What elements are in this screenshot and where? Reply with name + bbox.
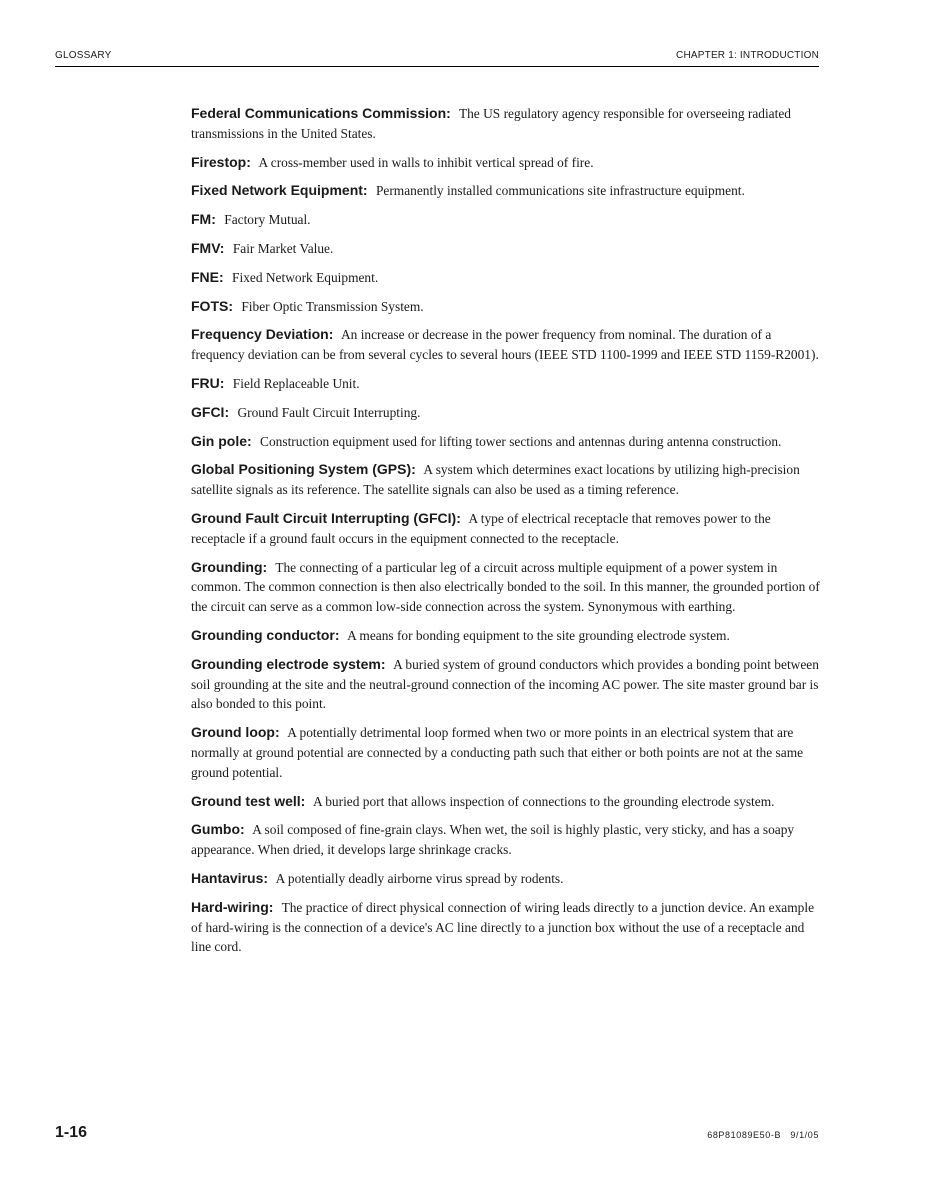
glossary-entry: [191, 509, 821, 549]
glossary-term: FNE:: [191, 268, 224, 285]
glossary-definition: The connecting of a particular leg of a circuit across multiple equipment of a power system in common. The common connection is then also electrically bonded to the soil. In this manner, the grounded portion of the circuit can serve as a common low-side connection across the system. Synonymous with earthing.: [191, 559, 820, 615]
glossary-entry: [191, 268, 821, 288]
glossary-term: Firestop:: [191, 153, 251, 170]
glossary-term: Hantavirus:: [191, 869, 269, 886]
glossary-entry: [191, 153, 821, 173]
glossary-term: Grounding conductor:: [191, 626, 340, 643]
glossary-definition: Fiber Optic Transmission System.: [241, 298, 424, 314]
glossary-entry: [191, 626, 821, 646]
glossary-term: Ground Fault Circuit Interrupting (GFCI):: [191, 509, 461, 526]
glossary-term: Fixed Network Equipment:: [191, 182, 368, 199]
glossary-term: Gin pole:: [191, 432, 252, 449]
glossary-term: Frequency Deviation:: [191, 326, 334, 343]
glossary-definition: Field Replaceable Unit.: [232, 375, 360, 391]
glossary-entry: [191, 898, 821, 957]
glossary-entry: [191, 869, 821, 889]
page-number: 1-16: [55, 1124, 88, 1141]
page-header: [55, 48, 819, 67]
glossary-entry: [191, 297, 821, 317]
glossary-term: FMV:: [191, 239, 225, 256]
glossary-entry: [191, 723, 821, 782]
glossary-term: Federal Communications Commission:: [191, 105, 451, 121]
glossary-entry: [191, 792, 821, 812]
section-title: GLOSSARY: [55, 50, 112, 61]
glossary-definition: An increase or decrease in the power frequency from nominal. The duration of a frequency deviation can be from several cycles to several hours (IEEE STD 1100-1999 and IEEE STD 1159-R2001).: [191, 327, 819, 363]
glossary-definition: A potentially deadly airborne virus spread by rodents.: [275, 870, 564, 886]
glossary-term: Ground loop:: [191, 724, 280, 741]
glossary-term: FOTS:: [191, 297, 233, 314]
glossary-definition: Factory Mutual.: [224, 212, 311, 228]
glossary-definition: A soil composed of fine-grain clays. When wet, the soil is highly plastic, very sticky, and has a soapy appearance. When dried, it develops large shrinkage cracks.: [191, 822, 795, 858]
glossary-definition: A type of electrical receptacle that removes power to the receptacle if a ground fault occurs in the equipment connected to the receptacle.: [191, 510, 771, 546]
glossary-entry: [191, 432, 821, 452]
glossary-definition: The US regulatory agency responsible for overseeing radiated transmissions in the United States.: [191, 106, 791, 141]
glossary-list: [191, 104, 821, 966]
glossary-entry: [191, 374, 821, 394]
glossary-definition: Ground Fault Circuit Interrupting.: [237, 404, 421, 420]
glossary-definition: Fair Market Value.: [232, 240, 334, 256]
glossary-term: Grounding:: [191, 558, 268, 575]
glossary-definition: A system which determines exact locations by utilizing high-precision satellite signals as its reference. The satellite signals can also be used as a timing reference.: [191, 462, 800, 498]
glossary-entry: [191, 655, 821, 714]
glossary-term: GFCI:: [191, 403, 230, 420]
glossary-entry: [191, 210, 821, 230]
glossary-definition: Fixed Network Equipment.: [232, 269, 379, 285]
glossary-entry: [191, 558, 821, 617]
glossary-definition: A means for bonding equipment to the site grounding electrode system.: [347, 627, 730, 643]
glossary-entry: [191, 239, 821, 259]
glossary-entry: [191, 820, 821, 860]
glossary-definition: A potentially detrimental loop formed when two or more points in an electrical system that are normally at ground potential are connected by a conducting path such that either or both points are not at the same ground potential.: [191, 725, 804, 780]
glossary-entry: [191, 403, 821, 423]
glossary-definition: Permanently installed communications site infrastructure equipment.: [375, 183, 745, 199]
glossary-entry: [191, 181, 821, 201]
glossary-term: Grounding electrode system:: [191, 655, 386, 672]
glossary-definition: The practice of direct physical connection of wiring leads directly to a junction device. An example of hard-wiring is the connection of a device's AC line directly to a junction box without the use of a receptacle and line cord.: [191, 899, 815, 955]
glossary-definition: A cross-member used in walls to inhibit vertical spread of fire.: [258, 154, 594, 170]
glossary-definition: A buried system of ground conductors which provides a bonding point between soil grounding at the site and the neutral-ground connection of the incoming AC power. The site master ground bar is also bonded to this point.: [191, 656, 819, 712]
glossary-entry: [191, 325, 821, 365]
glossary-term: Hard-wiring:: [191, 898, 274, 915]
glossary-term: FM:: [191, 211, 216, 228]
glossary-term: FRU:: [191, 374, 225, 391]
glossary-definition: A buried port that allows inspection of connections to the grounding electrode system.: [312, 793, 775, 809]
chapter-title: CHAPTER 1: INTRODUCTION: [676, 50, 819, 61]
document-id: 68P81089E50-B 9/1/05: [707, 1130, 819, 1140]
glossary-entry: [191, 460, 821, 500]
glossary-term: Gumbo:: [191, 821, 245, 838]
glossary-term: Ground test well:: [191, 792, 306, 809]
glossary-definition: Construction equipment used for lifting tower sections and antennas during antenna construction.: [260, 433, 782, 449]
glossary-entry: [191, 104, 821, 144]
glossary-term: Global Positioning System (GPS):: [191, 461, 416, 478]
